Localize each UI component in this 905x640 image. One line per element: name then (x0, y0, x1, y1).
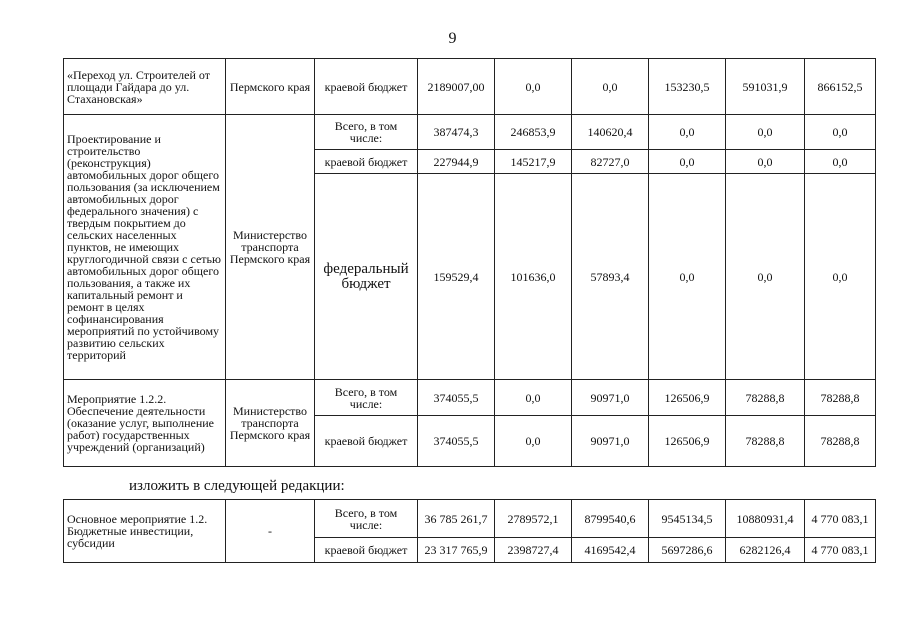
value-cell: 5697286,6 (649, 538, 726, 563)
value-cell: 78288,8 (726, 416, 805, 467)
page-number: 9 (448, 30, 457, 47)
value-cell: 0,0 (495, 380, 572, 416)
value-cell: 153230,5 (649, 59, 726, 115)
executor-cell: - (226, 500, 315, 563)
value-cell: 36 785 261,7 (418, 500, 495, 538)
value-cell: 101636,0 (495, 174, 572, 380)
value-cell: 0,0 (726, 150, 805, 174)
funding-source-cell: федеральный бюджет (315, 174, 418, 380)
activity-description: Основное мероприятие 1.2. Бюджетные инвестиции, субсидии (64, 500, 226, 563)
funding-source-cell: краевой бюджет (315, 416, 418, 467)
value-cell: 2789572,1 (495, 500, 572, 538)
value-cell: 6282126,4 (726, 538, 805, 563)
value-cell: 90971,0 (572, 380, 649, 416)
value-cell: 374055,5 (418, 380, 495, 416)
value-cell: 8799540,6 (572, 500, 649, 538)
table-row (64, 115, 876, 150)
value-cell: 159529,4 (418, 174, 495, 380)
activity-description: Проектирование и строительство (реконструкция) автомобильных дорог общего пользования (за исключением автомобильных дорог федерального значения) с твердым покрытием до сельских населенных пунктов, не имеющих круглогодичной связи с сетью автомобильных дорог общего пользования, а также их капитальный ремонт и ремонт в целях софинансирования мероприятий по устойчивому развитию сельских территорий (64, 115, 226, 380)
value-cell: 126506,9 (649, 416, 726, 467)
value-cell: 0,0 (649, 115, 726, 150)
value-cell: 0,0 (572, 59, 649, 115)
value-cell: 78288,8 (805, 380, 876, 416)
table-row (64, 500, 876, 538)
value-cell: 145217,9 (495, 150, 572, 174)
value-cell: 0,0 (726, 174, 805, 380)
value-cell: 9545134,5 (649, 500, 726, 538)
value-cell: 0,0 (495, 59, 572, 115)
value-cell: 0,0 (649, 174, 726, 380)
executor-cell: Пермского края (226, 59, 315, 115)
value-cell: 866152,5 (805, 59, 876, 115)
table-row (64, 59, 876, 115)
value-cell: 2398727,4 (495, 538, 572, 563)
value-cell: 591031,9 (726, 59, 805, 115)
value-cell: 4 770 083,1 (805, 500, 876, 538)
value-cell: 23 317 765,9 (418, 538, 495, 563)
value-cell: 82727,0 (572, 150, 649, 174)
table-row (64, 380, 876, 416)
value-cell: 140620,4 (572, 115, 649, 150)
value-cell: 57893,4 (572, 174, 649, 380)
value-cell: 78288,8 (726, 380, 805, 416)
value-cell: 227944,9 (418, 150, 495, 174)
value-cell: 90971,0 (572, 416, 649, 467)
value-cell: 0,0 (805, 115, 876, 150)
value-cell: 387474,3 (418, 115, 495, 150)
funding-source-cell: краевой бюджет (315, 59, 418, 115)
value-cell: 0,0 (805, 150, 876, 174)
value-cell: 2189007,00 (418, 59, 495, 115)
funding-source-cell: краевой бюджет (315, 150, 418, 174)
value-cell: 0,0 (649, 150, 726, 174)
funding-source-cell: Всего, в том числе: (315, 500, 418, 538)
budget-table-revised (63, 499, 876, 563)
funding-source-cell: Всего, в том числе: (315, 115, 418, 150)
value-cell: 374055,5 (418, 416, 495, 467)
executor-cell: Министерство транспорта Пермского края (226, 380, 315, 467)
intro-text: изложить в следующей редакции: (129, 478, 345, 494)
value-cell: 0,0 (805, 174, 876, 380)
value-cell: 4 770 083,1 (805, 538, 876, 563)
value-cell: 78288,8 (805, 416, 876, 467)
funding-source-cell: Всего, в том числе: (315, 380, 418, 416)
value-cell: 10880931,4 (726, 500, 805, 538)
activity-description: Мероприятие 1.2.2. Обеспечение деятельности (оказание услуг, выполнение работ) государственных учреждений (организаций) (64, 380, 226, 467)
executor-cell: Министерство транспорта Пермского края (226, 115, 315, 380)
value-cell: 246853,9 (495, 115, 572, 150)
value-cell: 0,0 (726, 115, 805, 150)
value-cell: 126506,9 (649, 380, 726, 416)
funding-source-cell: краевой бюджет (315, 538, 418, 563)
value-cell: 0,0 (495, 416, 572, 467)
budget-table-original (63, 58, 876, 467)
activity-description: «Переход ул. Строителей от площади Гайдара до ул. Стахановская» (64, 59, 226, 115)
value-cell: 4169542,4 (572, 538, 649, 563)
